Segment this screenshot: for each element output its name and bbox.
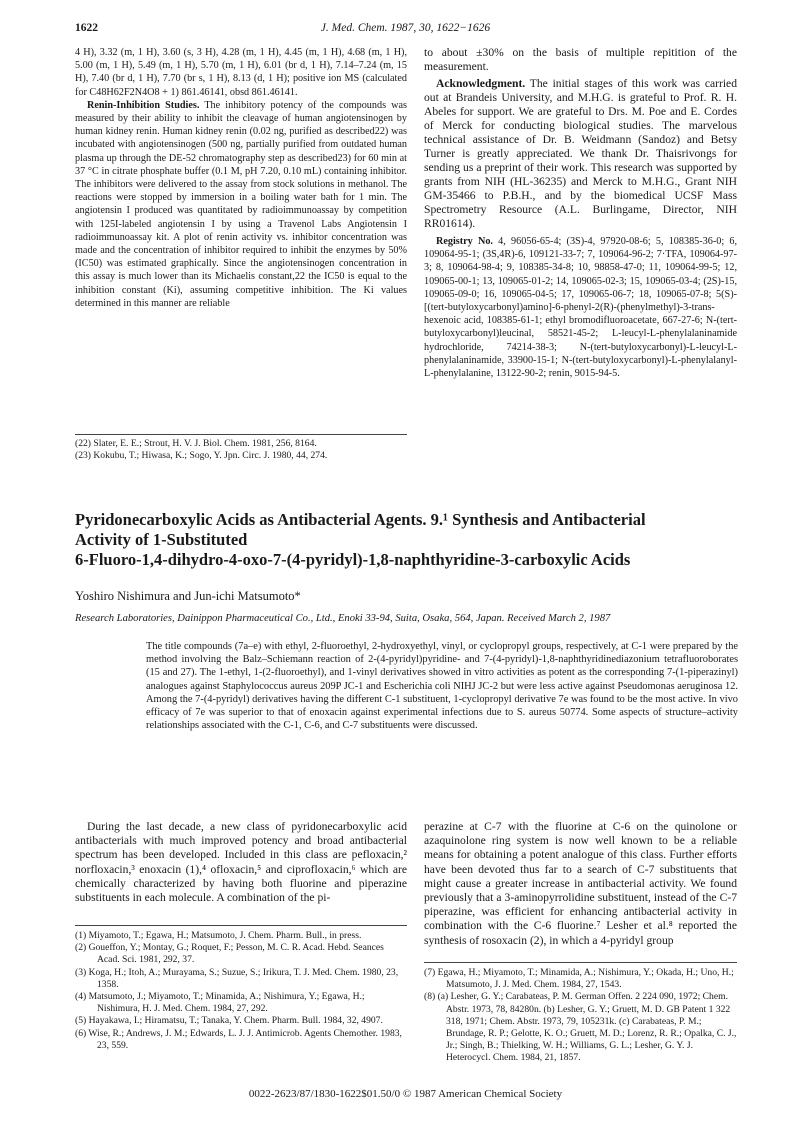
article-refs-right	[424, 967, 737, 1065]
article-refs-left	[75, 930, 407, 1052]
acknowledgment-text: The initial stages of this work was carried out at Brandeis University, and M.H.G. is grateful to Prof. R. H. Abeles for support. We are grateful to Drs. M. Poe and E. Cordes of Merck for conducting biological studies. The marvelous technical assistance of Dr. B. Weidmann (Sandoz) and Betsy Turner is greatly appreciated. We thank Dr. Thaisrivongs for sending us a preprint of their work. This research was supported by grants from NIH (HL-36235) and Merck to M.H.G., Grant NIH GM-35466 to P.B.H., and by the biomedical UCSF Mass Spectrometry Resource (A.L. Burlingame, Director, NIH RR01614).	[424, 77, 737, 230]
authors: Yoshiro Nishimura and Jun-ichi Matsumoto*	[75, 589, 301, 603]
reference: (23) Kokubu, T.; Hiwasa, K.; Sogo, Y. Jpn. Circ. J. 1980, 44, 274.	[75, 450, 328, 462]
title-line: Activity of 1-Substituted	[75, 530, 248, 549]
body-left-column	[75, 820, 407, 905]
prev-article-refs	[75, 438, 407, 462]
article-title	[75, 510, 745, 570]
reference: (5) Hayakawa, I.; Hiramatsu, T.; Tanaka, Y. Chem. Pharm. Bull. 1984, 32, 4907.	[75, 1015, 383, 1027]
footnote-divider	[75, 925, 407, 926]
reference: (4) Matsumoto, J.; Miyamoto, T.; Minamida, A.; Nishimura, Y.; Egawa, H.; Nishimura, H. J. Med. Chem. 1984, 27, 292.	[75, 991, 365, 1015]
prev-article-left-column	[75, 46, 407, 310]
body-paragraph: During the last decade, a new class of pyridonecarboxylic acid antibacterials with much improved potency and broad antibacterial spectrum has been developed. Included in this class are pefloxacin,² norfloxacin,³ enoxacin (1),⁴ ofloxacin,⁵ and ciprofloxacin,⁶ which are chemically characterized by having both fluorine and piperazine substituents in each molecule. A combination of the pi-	[75, 820, 407, 905]
reference: (2) Goueffon, Y.; Montay, G.; Roquet, F.; Pesson, M. C. R. Acad. Hebd. Seances Acad. Sci. 1981, 292, 37.	[75, 942, 384, 966]
running-header: J. Med. Chem. 1987, 30, 1622−1626	[320, 22, 491, 34]
affiliation: Research Laboratories, Dainippon Pharmaceutical Co., Ltd., Enoki 33-94, Suita, Osaka, 564, Japan. Received March 2, 1987	[75, 613, 611, 624]
abstract: The title compounds (7a–e) with ethyl, 2-fluoroethyl, 2-hydroxyethyl, vinyl, or cyclopropyl groups, respectively, at C-1 were prepared by the method involving the Balz–Schiemann reaction of 2-(4-pyridyl)pyridine- and 7-(4-pyridyl)-1,8-naphthyridinediazonium tetrafluoroborates (15 and 27). The 1-ethyl, 1-(2-fluoroethyl), and 1-vinyl derivatives showed in vitro activities as potent as the corresponding 7-(1-piperazinyl) analogues against Staphylococcus aureus 209P JC-1 and Escherichia coli NIHJ JC-2 but were less active against Pseudomonas aeruginosa 12. Among the 7-(4-pyridyl) derivatives having the different C-1 substituent, 1-cyclopropyl derivative 7e was found to be the most active. In vivo efficacy of 7e was superior to that of enoxacin against experimental infections due to S. aureus 50774. Some aspects of structure–activity relationships associated with the C-1, C-6, and C-7 substituents were discussed.	[146, 641, 738, 732]
acknowledgment-heading: Acknowledgment.	[436, 77, 526, 90]
registry-heading: Registry No.	[436, 236, 493, 247]
title-line: 6-Fluoro-1,4-dihydro-4-oxo-7-(4-pyridyl)-1,8-naphthyridine-3-carboxylic Acids	[75, 550, 631, 569]
renin-paragraph	[75, 99, 407, 310]
body-right-column	[424, 820, 737, 948]
footnote-divider	[75, 434, 407, 435]
title-line: Pyridonecarboxylic Acids as Antibacterial Agents. 9.¹ Synthesis and Antibacterial	[75, 510, 646, 529]
continued-text: to about ±30% on the basis of multiple repitition of the measurement.	[424, 46, 737, 73]
registry-text: 4, 96056-65-4; (3S)-4, 97920-08-6; 5, 108385-36-0; 6, 109064-95-1; (3S,4R)-6, 109121-33-7; 7, 109064-96-2; 7·TFA, 109064-97-3; 8, 109064-98-4; 9, 108385-34-8; 10, 98858-47-0; 11, 109064-99-5; 12, 109065-00-1; 13, 109065-01-2; 14, 109065-02-3; 15, 109065-03-4; (2S)-15, 109065-09-0; 16, 109065-04-5; 17, 109065-06-7; 18, 109065-07-8; 5(S)-[(tert-butyloxycarbonyl)amino]-6-phenyl-2(R)-(phenylmethyl)-3-trans-hexenoic acid, 108385-61-1; ethyl bromodifluoroacetate, 667-27-6; N-(tert-butyloxycarbonyl)leucinal, 58521-45-2; L-leucyl-L-phenylalaninamide hydrochloride, 74214-38-3; N-(tert-butyloxycarbonyl)-L-leucyl-L-phenylalaninamide, 33900-15-1; N-(tert-butyloxycarbonyl)-L-phenylalanyl-L-phenylalanine, 13122-90-2; renin, 9015-94-5.	[424, 236, 737, 380]
acknowledgment-paragraph	[424, 77, 737, 231]
reference: (7) Egawa, H.; Miyamoto, T.; Minamida, A.; Nishimura, Y.; Okada, H.; Uno, H.; Matsumoto, J. J. Med. Chem. 1984, 27, 1543.	[424, 967, 734, 991]
reference: (22) Slater, E. E.; Strout, H. V. J. Biol. Chem. 1981, 256, 8164.	[75, 438, 317, 449]
renin-text: The inhibitory potency of the compounds was measured by their ability to inhibit the cleavage of human angiotensinogen by human kidney renin. Human kidney renin (0.02 ng, purified as described22) was incubated with angiotensinogen (500 ng, partially purified from outdated human plasma up through the DE-52 chromatography step as described23) for 60 min at 37 °C in citrate phosphate buffer (0.1 M, pH 7.20, 0.10 mL) containing inhibitor. The inhibitors were delivered to the assay from stock solutions in methanol. The reactions were stopped by immersion in a boiling water bath for 1 min. The angiotensin I produced was quantitated by radioimmunoassay by competition with 125I-labeled angiotensin I by using a Travenol Labs Angiotensin I radioimmunoassay kit. A plot of renin activity vs. inhibitor concentration was made and the concentration of inhibitor required to inhibit the enzymes by 50% (IC50) was estimated graphically. Since the angiotensinogen concentration in this assay is much lower than its Michaelis constant,22 the IC50 is equal to the inhibition constant (Ki), assuming competitive inhibition. The Ki values determined in this manner are reliable	[75, 99, 407, 309]
page-number: 1622	[75, 22, 98, 34]
footnote-divider	[424, 962, 737, 963]
reference: (3) Koga, H.; Itoh, A.; Murayama, S.; Suzue, S.; Irikura, T. J. Med. Chem. 1980, 23, 1358.	[75, 966, 399, 990]
nmr-data-text: 4 H), 3.32 (m, 1 H), 3.60 (s, 3 H), 4.28 (m, 1 H), 4.45 (m, 1 H), 4.68 (m, 1 H), 5.00 (m, 1 H), 5.49 (m, 1 H), 5.70 (m, 1 H), 6.01 (br d, 1 H), 7.14–7.24 (m, 15 H), 7.40 (br d, 1 H), 7.70 (br s, 1 H), 8.13 (d, 1 H); positive ion MS (calculated for C48H62F2N4O8 + 1) 861.46141, obsd 861.46141.	[75, 47, 407, 98]
reference: (6) Wise, R.; Andrews, J. M.; Edwards, L. J. J. Antimicrob. Agents Chemother. 1983, 23, 559.	[75, 1027, 402, 1051]
renin-heading: Renin-Inhibition Studies.	[87, 99, 200, 111]
reference: (1) Miyamoto, T.; Egawa, H.; Matsumoto, J. Chem. Pharm. Bull., in press.	[75, 930, 362, 941]
copyright-footer: 0022-2623/87/1830-1622$01.50/0 © 1987 American Chemical Society	[248, 1088, 563, 1100]
reference: (8) (a) Lesher, G. Y.; Carabateas, P. M. German Offen. 2 224 090, 1972; Chem. Abstr. 1973, 78, 84280n. (b) Lesher, G. Y.; Gruett, M. D. GB Patent 1 322 318, 1971; Chem. Abstr. 1973, 79, 105231k. (c) Carabateas, P. M.; Brundage, R. P.; Gelotte, K. O.; Gruett, M. D.; Lorenz, R. R.; Opalka, C. J., Jr.; Singh, B.; Thielking, W. H.; Williams, G. L.; Lesher, G. Y. J. Heterocycl. Chem. 1984, 21, 1857.	[424, 991, 737, 1064]
prev-article-right-column	[424, 46, 737, 380]
body-paragraph: perazine at C-7 with the fluorine at C-6 on the quinolone or azaquinolone ring system is now well known to be a reliable means for obtaining a potent analogue of this class. Further efforts have been devoted thus far to a search of C-7 substituents that might cause a greater increase in antibacterial activity. We found previously that a 3-aminopyrrolidine substituent, instead of the C-7 piperazine, was efficient for enhancing antibacterial activity in combination with the C-6 fluorine.⁷ Lesher et al.⁸ reported the synthesis of rosoxacin (2), in which a 4-pyridyl group	[424, 820, 737, 947]
registry-paragraph	[424, 235, 737, 380]
